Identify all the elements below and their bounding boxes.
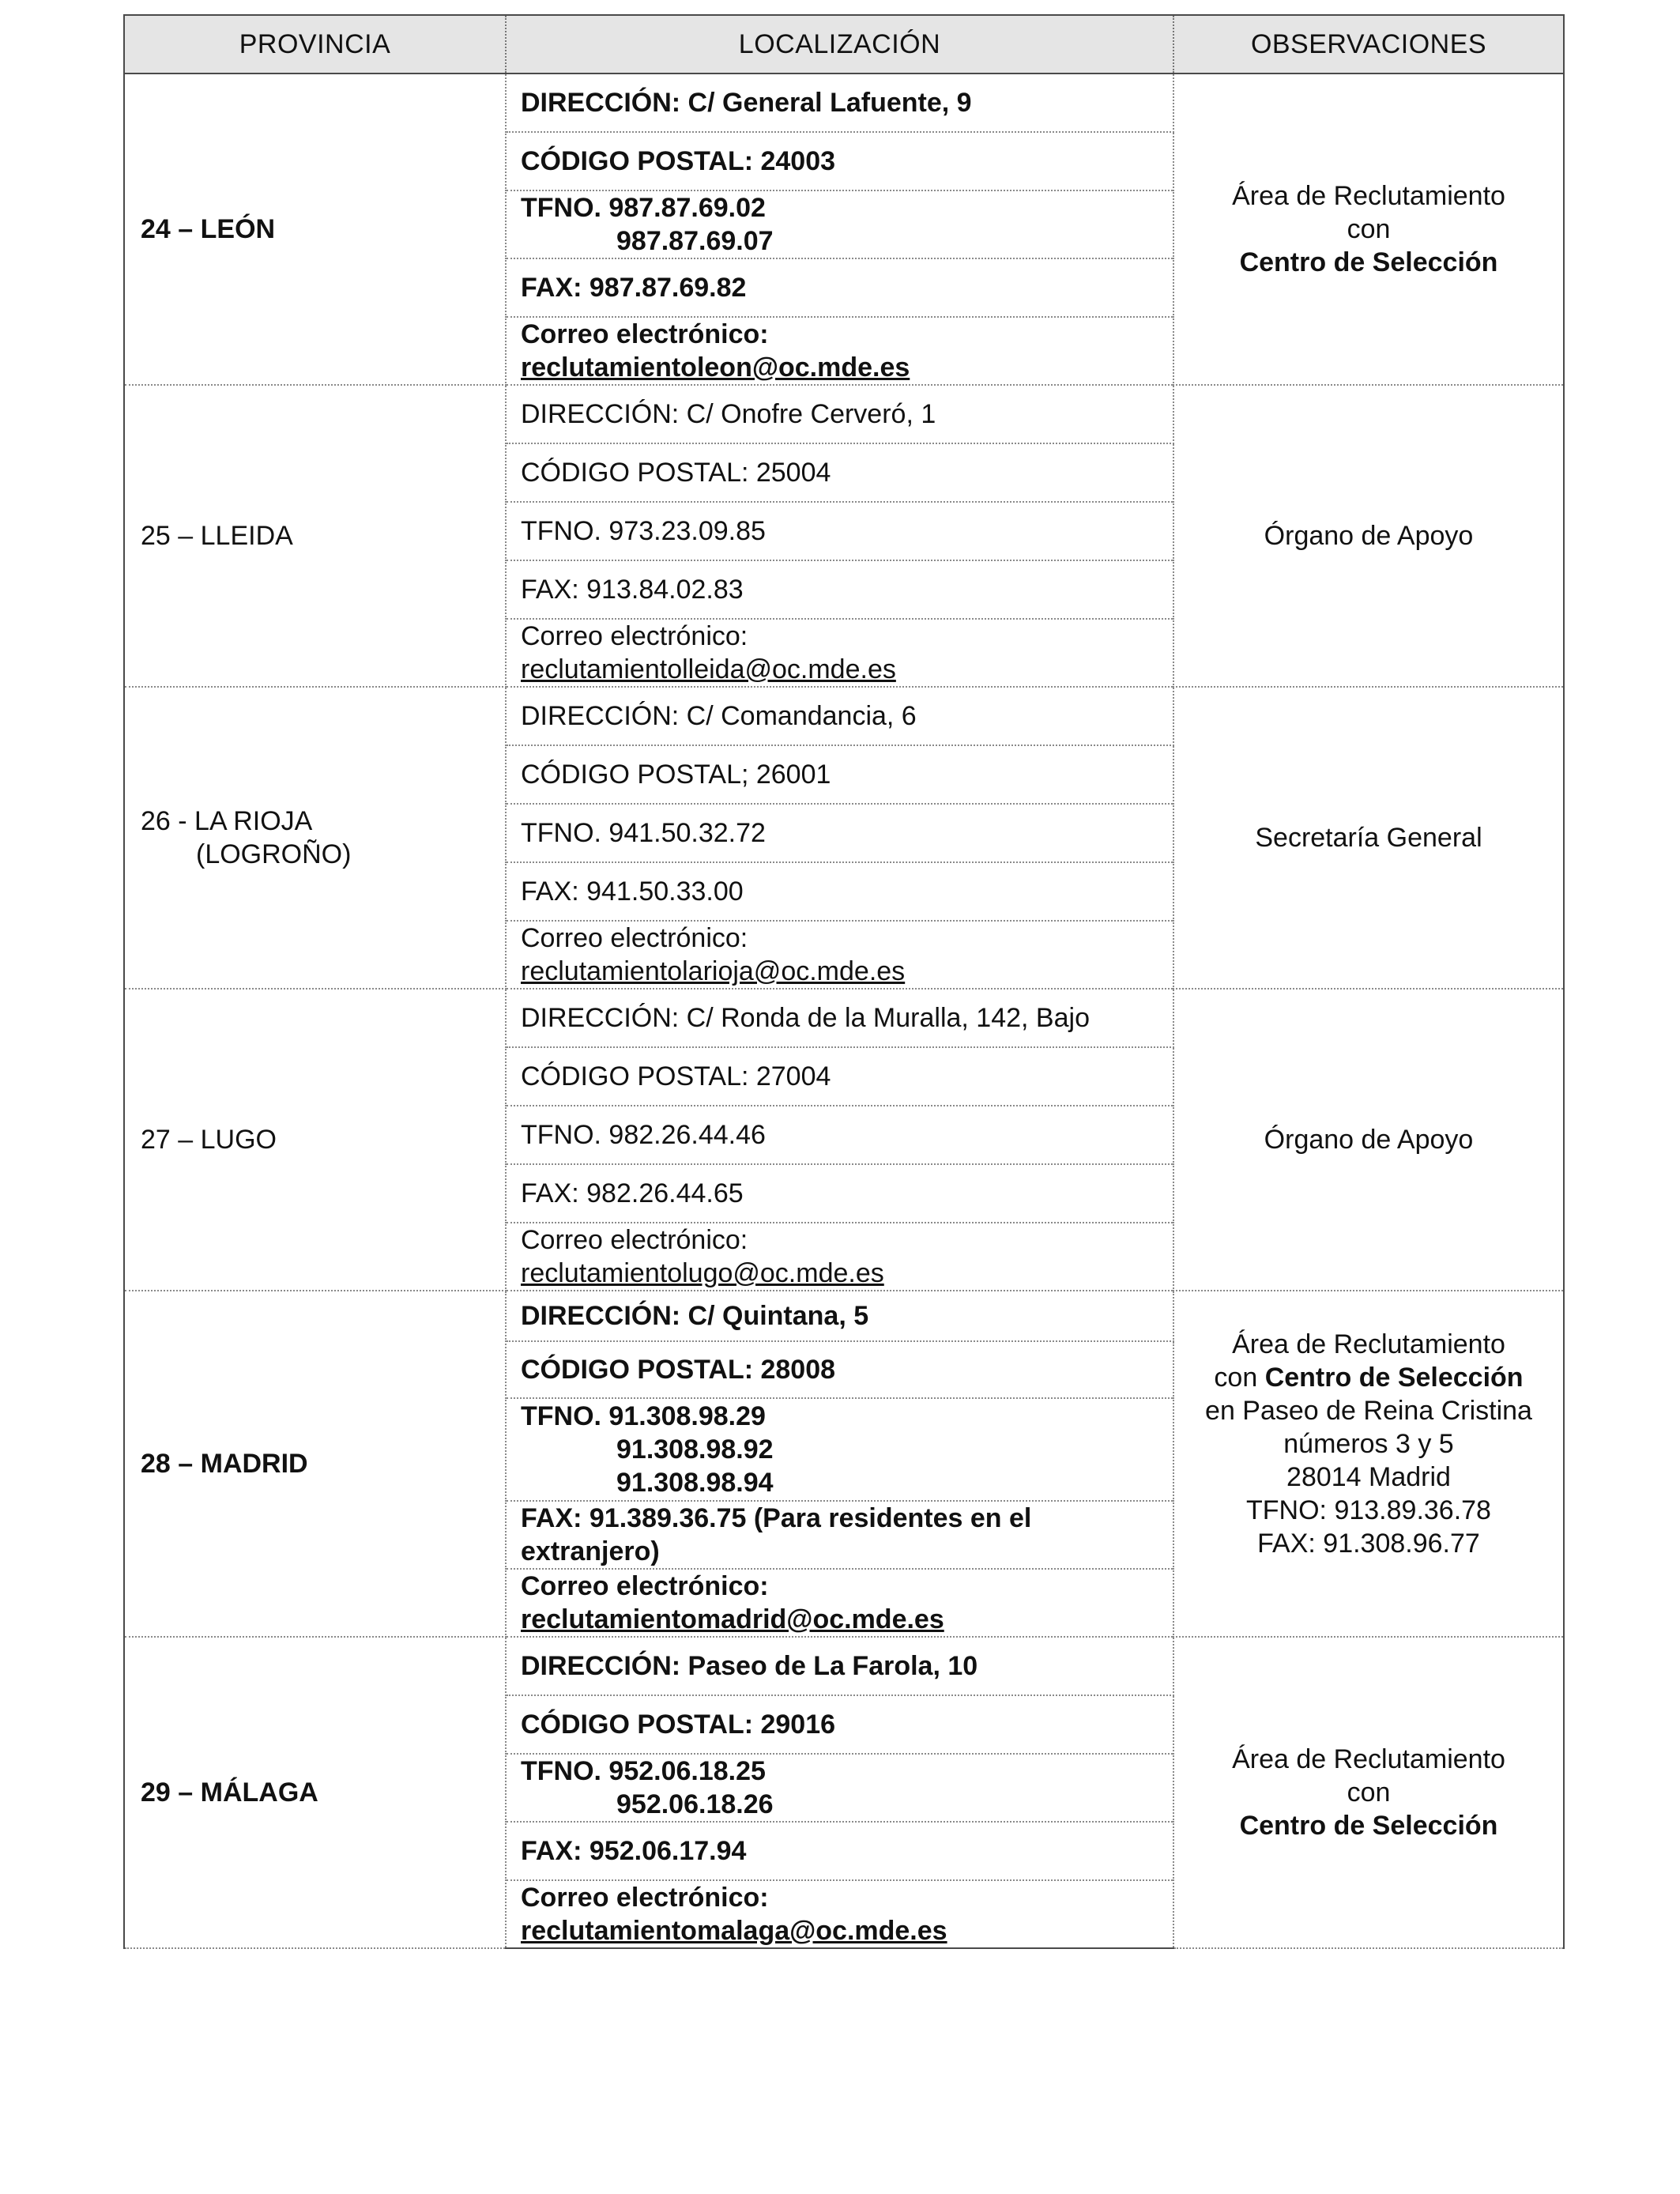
table-row xyxy=(124,1291,1564,1341)
observation-line: en Paseo de Reina Cristina xyxy=(1205,1396,1532,1426)
email-label: Correo electrónico: xyxy=(521,1225,748,1255)
email-cell xyxy=(506,619,1173,687)
observation-line: números 3 y 5 xyxy=(1283,1429,1454,1459)
table-row xyxy=(124,385,1564,443)
header-observaciones: OBSERVACIONES xyxy=(1173,15,1564,74)
email-link[interactable]: reclutamientolugo@oc.mde.es xyxy=(521,1258,884,1288)
email-cell xyxy=(506,1223,1173,1291)
email-label: Correo electrónico: xyxy=(521,923,748,953)
fax-cell: FAX: 91.389.36.75 (Para residentes en el extranjero) xyxy=(506,1501,1173,1569)
address-cell: DIRECCIÓN: C/ Comandancia, 6 xyxy=(506,687,1173,745)
observation-line: Secretaría General xyxy=(1255,823,1482,853)
province-line: (LOGROÑO) xyxy=(196,839,352,869)
postal-code-cell: CÓDIGO POSTAL: 24003 xyxy=(506,132,1173,190)
email-link[interactable]: reclutamientomalaga@oc.mde.es xyxy=(521,1916,947,1946)
phone-line: TFNO. 91.308.98.29 xyxy=(521,1401,766,1431)
fax-cell: FAX: 941.50.33.00 xyxy=(506,862,1173,921)
province-line: 26 - LA RIOJA xyxy=(141,806,313,836)
province-cell xyxy=(124,687,506,989)
phone-cell: TFNO. 941.50.32.72 xyxy=(506,804,1173,862)
table-row xyxy=(124,1637,1564,1695)
address-cell: DIRECCIÓN: C/ Ronda de la Muralla, 142, Bajo xyxy=(506,989,1173,1047)
observation-line: con xyxy=(1347,214,1391,244)
email-link[interactable]: reclutamientolarioja@oc.mde.es xyxy=(521,956,906,986)
phone-cell xyxy=(506,190,1173,258)
address-cell: DIRECCIÓN: C/ General Lafuente, 9 xyxy=(506,74,1173,132)
observations-cell xyxy=(1173,74,1564,385)
observation-line: Órgano de Apoyo xyxy=(1264,1125,1474,1155)
email-label: Correo electrónico: xyxy=(521,1571,769,1601)
table-row xyxy=(124,687,1564,745)
observation-line: Área de Reclutamiento xyxy=(1232,1744,1505,1774)
recruitment-offices-table xyxy=(123,14,1565,1949)
table-row xyxy=(124,74,1564,132)
postal-code-cell: CÓDIGO POSTAL: 27004 xyxy=(506,1047,1173,1106)
postal-code-cell: CÓDIGO POSTAL: 28008 xyxy=(506,1341,1173,1398)
observation-line: TFNO: 913.89.36.78 xyxy=(1246,1495,1491,1525)
province-cell: 28 – MADRID xyxy=(124,1291,506,1637)
fax-cell: FAX: 952.06.17.94 xyxy=(506,1822,1173,1880)
phone-cell xyxy=(506,1754,1173,1822)
table-row xyxy=(124,989,1564,1047)
postal-code-cell: CÓDIGO POSTAL: 29016 xyxy=(506,1695,1173,1754)
postal-code-cell: CÓDIGO POSTAL: 25004 xyxy=(506,443,1173,502)
observations-cell xyxy=(1173,1637,1564,1948)
observation-line: Área de Reclutamiento xyxy=(1232,181,1505,211)
observations-cell xyxy=(1173,989,1564,1291)
address-cell: DIRECCIÓN: Paseo de La Farola, 10 xyxy=(506,1637,1173,1695)
email-cell xyxy=(506,317,1173,385)
phone-line: 91.308.98.92 xyxy=(616,1434,774,1465)
observations-cell xyxy=(1173,1291,1564,1637)
province-cell: 25 – LLEIDA xyxy=(124,385,506,687)
phone-line: 952.06.18.26 xyxy=(616,1789,774,1819)
phone-line: TFNO. 987.87.69.02 xyxy=(521,193,766,223)
observations-cell xyxy=(1173,385,1564,687)
email-link[interactable]: reclutamientolleida@oc.mde.es xyxy=(521,654,896,684)
province-cell: 27 – LUGO xyxy=(124,989,506,1291)
fax-cell: FAX: 913.84.02.83 xyxy=(506,560,1173,619)
header-provincia: PROVINCIA xyxy=(124,15,506,74)
email-cell xyxy=(506,1569,1173,1637)
fax-cell: FAX: 982.26.44.65 xyxy=(506,1164,1173,1223)
table-header-row xyxy=(124,15,1564,74)
observation-line-bold: Centro de Selección xyxy=(1264,1363,1524,1393)
header-localizacion: LOCALIZACIÓN xyxy=(506,15,1173,74)
province-cell: 29 – MÁLAGA xyxy=(124,1637,506,1948)
fax-cell: FAX: 987.87.69.82 xyxy=(506,258,1173,317)
postal-code-cell: CÓDIGO POSTAL; 26001 xyxy=(506,745,1173,804)
email-label: Correo electrónico: xyxy=(521,1883,769,1913)
email-link[interactable]: reclutamientoleon@oc.mde.es xyxy=(521,352,910,383)
email-cell xyxy=(506,1880,1173,1948)
observations-cell xyxy=(1173,687,1564,989)
observation-line-bold: Centro de Selección xyxy=(1239,1811,1498,1841)
email-cell xyxy=(506,921,1173,989)
phone-cell: TFNO. 973.23.09.85 xyxy=(506,502,1173,560)
phone-cell xyxy=(506,1398,1173,1501)
address-cell: DIRECCIÓN: C/ Onofre Cerveró, 1 xyxy=(506,385,1173,443)
observation-line: FAX: 91.308.96.77 xyxy=(1257,1529,1480,1559)
address-cell: DIRECCIÓN: C/ Quintana, 5 xyxy=(506,1291,1173,1341)
phone-cell: TFNO. 982.26.44.46 xyxy=(506,1106,1173,1164)
email-link[interactable]: reclutamientomadrid@oc.mde.es xyxy=(521,1604,944,1634)
email-label: Correo electrónico: xyxy=(521,319,769,349)
phone-line: 91.308.98.94 xyxy=(616,1468,774,1498)
observation-line: Órgano de Apoyo xyxy=(1264,521,1474,551)
observation-line: Área de Reclutamiento xyxy=(1232,1329,1505,1359)
observation-line: con xyxy=(1347,1777,1391,1808)
province-cell: 24 – LEÓN xyxy=(124,74,506,385)
email-label: Correo electrónico: xyxy=(521,621,748,651)
phone-line: TFNO. 952.06.18.25 xyxy=(521,1756,766,1786)
observation-line-bold: Centro de Selección xyxy=(1239,247,1498,277)
phone-line: 987.87.69.07 xyxy=(616,226,774,256)
observation-line: 28014 Madrid xyxy=(1286,1462,1451,1492)
observation-line: con xyxy=(1214,1363,1258,1393)
